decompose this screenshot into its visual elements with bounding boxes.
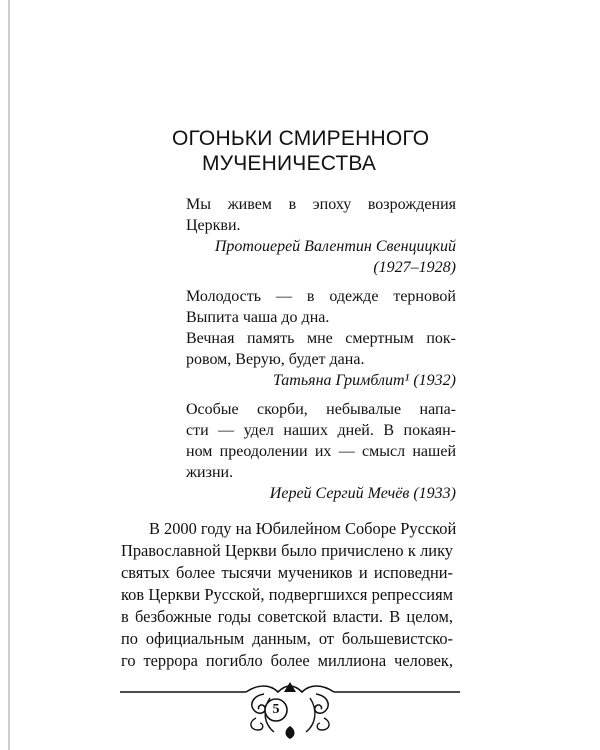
- chapter-title-line: МУЧЕНИЧЕСТВА: [202, 152, 377, 175]
- body-line: в безбожные годы советской власти. В целом,: [121, 607, 453, 626]
- epigraph-2: [186, 286, 456, 391]
- epigraphs: [186, 194, 456, 512]
- body-line: святых более тысячи мучеников и исповедни-: [121, 563, 453, 582]
- epigraph-attribution: Иерей Сергий Мечёв (1933): [269, 485, 456, 502]
- epigraph-line: ровом, Верую, будет дана.: [186, 351, 365, 368]
- epigraph-line: ном преодолении их — смысл нашей: [186, 443, 456, 460]
- epigraph-line: Вечная память мне смертным пок-: [186, 330, 456, 347]
- epigraph-1: [186, 194, 456, 278]
- page-number: 5: [272, 702, 280, 717]
- body-line: Православной Церкви было причислено к лику: [121, 541, 453, 560]
- chapter-title-line: ОГОНЬКИ СМИРЕННОГО: [172, 127, 430, 150]
- epigraph-3: [186, 399, 456, 504]
- chapter-title: [172, 126, 432, 176]
- body-line: ков Церкви Русской, подвергшихся репрессиям: [121, 585, 453, 604]
- page-edge: [8, 0, 10, 750]
- epigraph-line: сти — удел наших дней. В покаян-: [186, 422, 456, 439]
- epigraph-attribution: (1927–1928): [373, 259, 456, 276]
- footer-ornament-icon: [118, 680, 462, 740]
- epigraph-attribution: Протоиерей Валентин Свенцицкий: [214, 238, 456, 255]
- epigraph-attribution: Татьяна Гримблит¹ (1932): [272, 372, 456, 389]
- epigraph-line: Молодость — в одежде терновой: [186, 288, 456, 305]
- epigraph-line: Выпита чаша до дна.: [186, 309, 330, 326]
- body-paragraph: [121, 518, 457, 672]
- epigraph-line: жизни.: [186, 464, 234, 481]
- body-line: В 2000 году на Юбилейном Соборе Русской: [149, 519, 457, 538]
- body-line: по официальным данным, от большевистско-: [121, 629, 453, 648]
- epigraph-line: Мы живем в эпоху возрождения: [186, 196, 456, 213]
- body-line: го террора погибло более миллиона человек,: [121, 651, 453, 670]
- epigraph-line: Церкви.: [186, 217, 241, 234]
- epigraph-line: Особые скорби, небывалые напа-: [186, 401, 456, 418]
